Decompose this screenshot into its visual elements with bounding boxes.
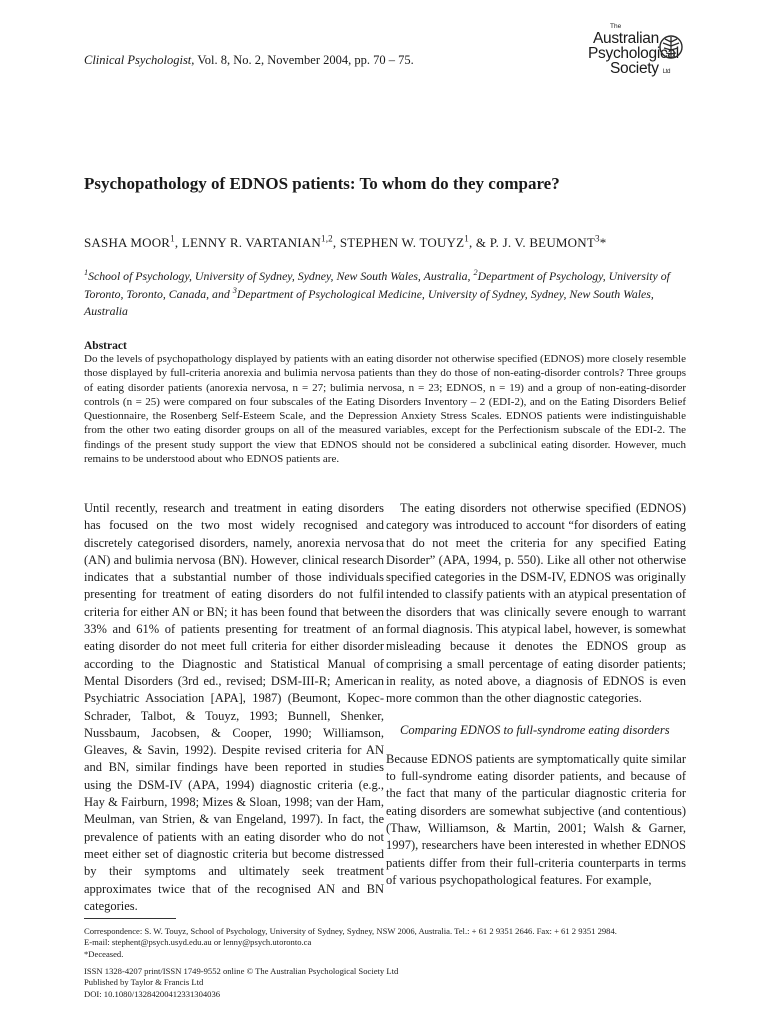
author-list [84,235,606,251]
correspondence-footnote [84,926,694,960]
society-logo [588,20,698,100]
logo-line-australian: Australian [593,30,659,47]
affil-sup: 3 [232,285,237,295]
journal-name: Clinical Psychologist [84,53,192,67]
abstract-heading: Abstract [84,340,127,352]
author-name: SASHA MOOR [84,235,171,250]
affiliations [84,268,686,321]
author-separator: , [332,235,340,250]
abstract-text: Do the levels of psychopathology displayed by patients with an eating disorder not otherwise specified (EDNOS) more closely resemble those displayed by full-criteria anorexia and bulimia nervosa patients than they do those of non-eating-disorder controls? Three groups of eating disorder patients (anorexia nervosa, n = 27; bulimia nervosa, n = 23; EDNOS, n = 19) and a group of non-eating-disorder controls (n = 25) were compared on four subscales of the Eating Disorders Inventory – 2 (EDI-2), and on the Eating Disorders Belief Questionnaire, the Rosenberg Self-Esteem Scale, and the Depression Anxiety Stress Scales. EDNOS patients were indistinguishable from the other two eating disorder groups on all of the measured variables, except for the Perfectionism subscale of the EDI-2. The findings of the present study support the view that EDNOS should not be considered a subclinical eating disorder. However, much remains to be understood about who EDNOS patients are. [84,353,686,466]
affiliation-text: School of Psychology, University of Sydney, Sydney, New South Wales, Australia, [88,269,474,283]
author-affil-sup: 1,2 [320,233,333,244]
author-name: LENNY R. VARTANIAN [181,235,321,250]
author-affil-sup: 3 [595,233,600,244]
article-title: Psychopathology of EDNOS patients: To whom do they compare? [84,174,560,193]
doi-line: DOI: 10.1080/13284200412331304036 [84,988,221,999]
author-separator: , [174,235,182,250]
body-paragraph: Until recently, research and treatment in eating disorders has focused on the two most widely recognised and discretely categorised disorders, namely, anorexia nervosa (AN) and bulimia nervosa (BN). However, clinical research indicates that a substantial number of those individuals presenting for treatment of eating disorders do not fulfil criteria for either AN or BN; it has been found that between 33% and 61% of patients presenting for treatment of an eating disorder do not meet full criteria for either disorder according to the Diagnostic and Statistical Manual of Mental Disorders (3rd ed., revised; DSM-III-R; American Psychiatric Association [APA], 1987) (Beumont, Kopec-Schrader, Talbot, & Touyz, 1993; Bunnell, Shenker, Nussbaum, Jacobsen, & Cooper, 1990; Williamson, Gleaves, & Savin, 1992). Despite revised criteria for AN and BN, similar findings have been reported in studies using the DSM-IV (APA, 1994) diagnostic criteria (e.g., Hay & Fairburn, 1998; Mizes & Sloan, 1998; van der Ham, Meulman, van Strien, & van Engeland, 1997). In fact, the prevalence of patients with an eating disorder who do not meet either set of diagnostic criteria but become distressed by their symptoms and ultimately seek treatment approximates twice that of the recognised AN and BN categories. [84,501,384,913]
author-separator: * [599,235,607,250]
logo-line-society [610,61,670,80]
left-column [84,500,384,915]
logo-ltd: Ltd [662,69,671,75]
correspondence-line: Correspondence: S. W. Touyz, School of Psychology, University of Sydney, Sydney, NSW 2006, Australia. Tel.: + 61 2 9351 2646. Fax: + 61 2 9351 2984. [84,926,617,936]
leaf-emblem-icon [658,34,684,60]
affiliation-text: Department of Psychological Medicine, University of Sydney, Sydney, New South Wales, Australia [84,286,654,318]
section-subheading: Comparing EDNOS to full-syndrome eating disorders [400,722,670,737]
author-affil-sup: 1 [170,233,175,244]
deceased-note: *Deceased. [84,948,124,959]
publication-info [84,966,694,1000]
affiliation-text: Department of Psychology, University of Toronto, Toronto, Canada, and [84,269,670,301]
footnote-rule [84,918,176,919]
body-paragraph: The eating disorders not otherwise specified (EDNOS) category was introduced to account “for disorders of eating that do not meet the criteria for any specified Eating Disorder” (APA, 1994, p. 550). Like all other not otherwise specified categories in the DSM-IV, EDNOS was originally intended to classify patients with an atypical presentation of the disorders that was clinically severe enough to warrant formal diagnosis. This atypical label, however, is somewhat misleading because it denotes the EDNOS group as comprising a small percentage of eating disorder patients; in reality, as noted above, a diagnosis of EDNOS is even more common than the other diagnostic categories. [386,501,686,706]
author-name: P. J. V. BEUMONT [489,235,595,250]
issn-line: ISSN 1328-4207 print/ISSN 1749-9552 online © The Australian Psychological Society Ltd [84,966,399,976]
logo-the: The [610,23,622,30]
affil-sup: 1 [84,268,89,278]
author-affil-sup: 1 [464,233,470,244]
right-column [386,500,686,889]
body-paragraph: Because EDNOS patients are symptomatically quite similar to full-syndrome eating disorder patients, and because of the fact that many of the particular diagnostic criteria for eating disorders are somewhat subjective (and contentious) (Thaw, Williamson, & Martin, 2001; Walsh & Garner, 1997), researchers have been interested in whether EDNOS patients differ from their full-criteria counterparts in terms of various psychopathological features. For example, [386,751,686,887]
author-separator: , & [469,235,490,250]
affil-sup: 2 [473,268,478,278]
email-line: E-mail: stephent@psych.usyd.edu.au or lenny@psych.utoronto.ca [84,937,312,948]
journal-citation [84,53,414,68]
publisher-line: Published by Taylor & Francis Ltd [84,977,204,988]
journal-volume-info: , Vol. 8, No. 2, November 2004, pp. 70 – 75. [191,53,414,67]
logo-line-psychological: Psychological [588,45,679,62]
logo-society-word: Society [610,60,659,77]
author-name: STEPHEN W. TOUYZ [339,235,465,250]
